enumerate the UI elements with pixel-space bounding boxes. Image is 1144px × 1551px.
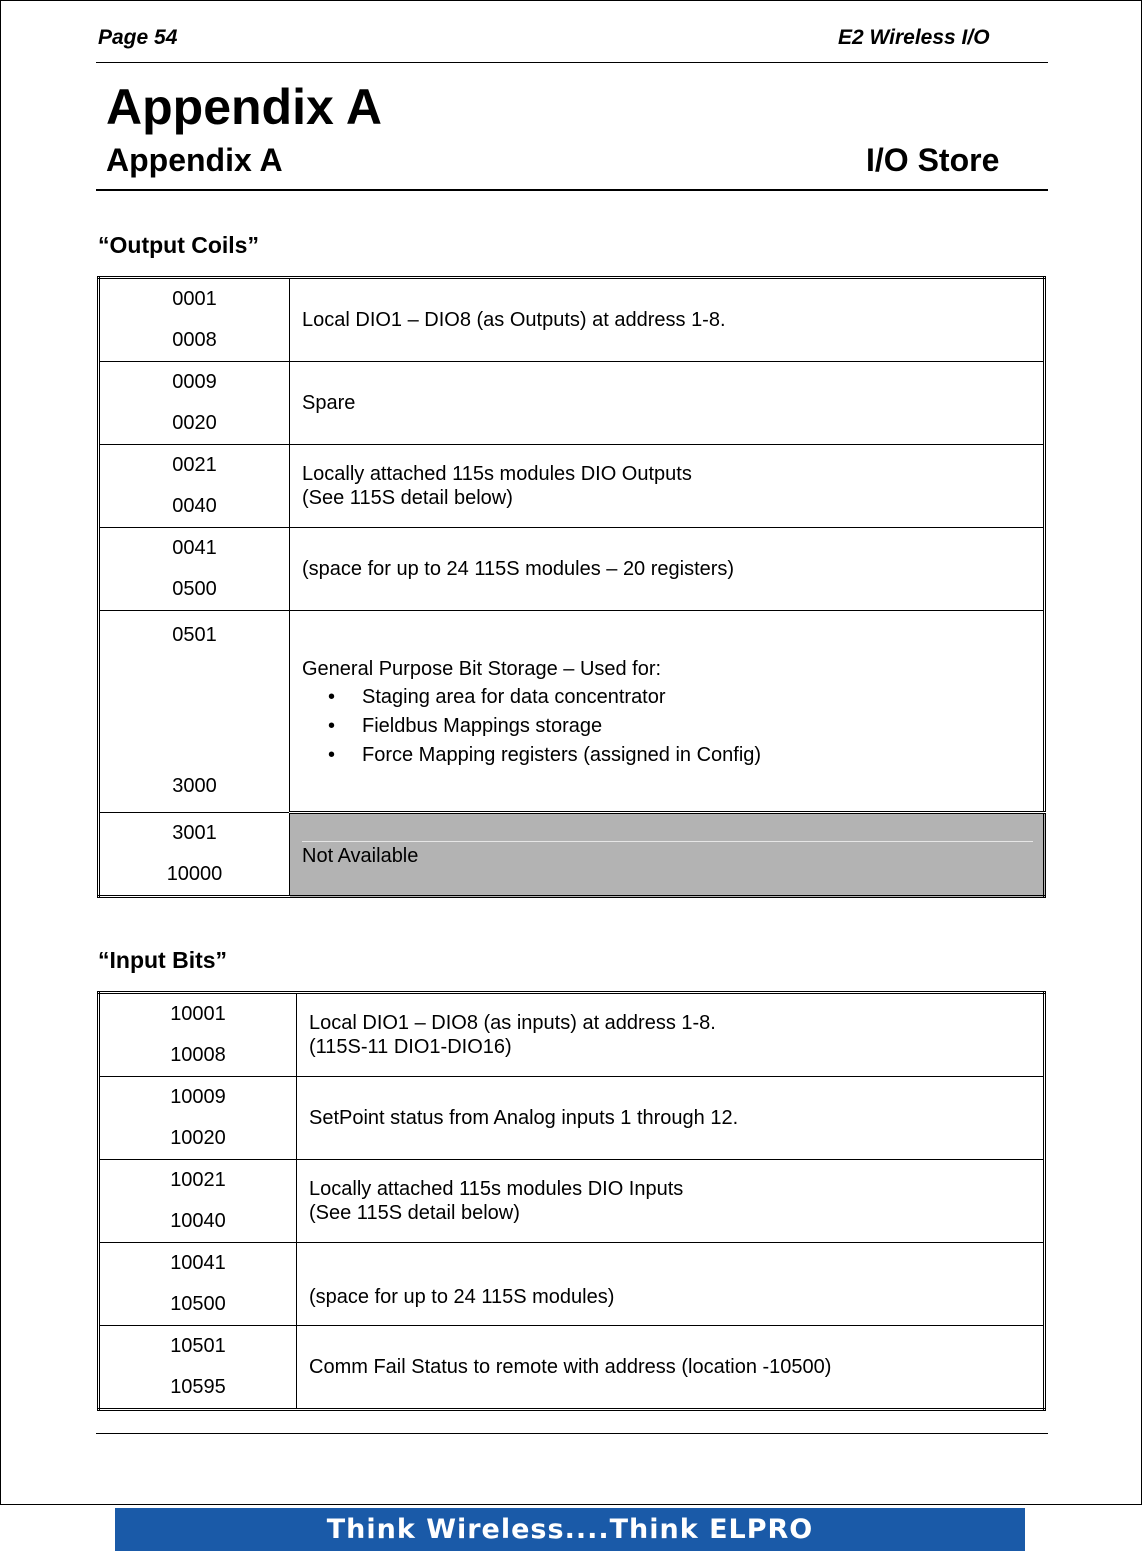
address-range: 0041 0500 [99,528,290,611]
address-range: 10021 10040 [99,1160,297,1243]
address-range: 3001 10000 [99,813,290,897]
address-range: 10041 10500 [99,1243,297,1326]
row-description: Comm Fail Status to remote with address (location -10500) [297,1326,1045,1410]
table-row [99,278,1045,362]
table-row [99,445,1045,528]
row-description: General Purpose Bit Storage – Used for: • Staging area for data concentrator • Fieldbus Mappings storage • Force Mapping registers (assigned in Config) [290,611,1045,813]
page-number: Page 54 [98,26,178,49]
table-row [99,1326,1045,1410]
row-description: Locally attached 115s modules DIO Inputs (See 115S detail below) [297,1160,1045,1243]
address-range: 0001 0008 [99,278,290,362]
appendix-title: Appendix A [106,79,382,135]
table-row [99,362,1045,445]
row-description: Locally attached 115s modules DIO Outputs (See 115S detail below) [290,445,1045,528]
address-range: 10001 10008 [99,993,297,1077]
list-item: • Staging area for data concentrator [362,683,1043,712]
document-title: E2 Wireless I/O [838,26,990,49]
table-row [99,528,1045,611]
footer-rule [96,1433,1048,1434]
input-bits-heading: “Input Bits” [98,947,228,973]
table-row [99,611,1045,813]
appendix-subtitle: Appendix A [106,142,283,178]
row-description: Local DIO1 – DIO8 (as inputs) at address 1-8. (115S-11 DIO1-DIO16) [297,993,1045,1077]
row-description: (space for up to 24 115S modules – 20 registers) [290,528,1045,611]
address-range: 10501 10595 [99,1326,297,1410]
banner-text: Think Wireless....Think ELPRO [326,1514,814,1545]
header-rule [96,62,1048,63]
output-coils-table [97,276,1046,898]
address-range: 0021 0040 [99,445,290,528]
title-rule [96,189,1048,191]
row-description: SetPoint status from Analog inputs 1 through 12. [297,1077,1045,1160]
section-name: I/O Store [866,142,1000,178]
table-row [99,1243,1045,1326]
address-range: 10009 10020 [99,1077,297,1160]
row-description: Local DIO1 – DIO8 (as Outputs) at address 1-8. [290,278,1045,362]
row-description: (space for up to 24 115S modules) [297,1243,1045,1326]
address-range: 0501 3000 [99,611,290,813]
output-coils-heading: “Output Coils” [98,232,259,258]
address-range: 0009 0020 [99,362,290,445]
table-row [99,1077,1045,1160]
usage-list [302,683,1043,770]
table-row [99,813,1045,897]
table-row [99,1160,1045,1243]
input-bits-table [97,991,1046,1411]
row-description-unavailable: Not Available [290,813,1045,897]
footer-banner [115,1508,1025,1551]
row-description: Spare [290,362,1045,445]
list-item: • Fieldbus Mappings storage [362,712,1043,741]
list-item: • Force Mapping registers (assigned in Config) [362,741,1043,770]
table-row [99,993,1045,1077]
